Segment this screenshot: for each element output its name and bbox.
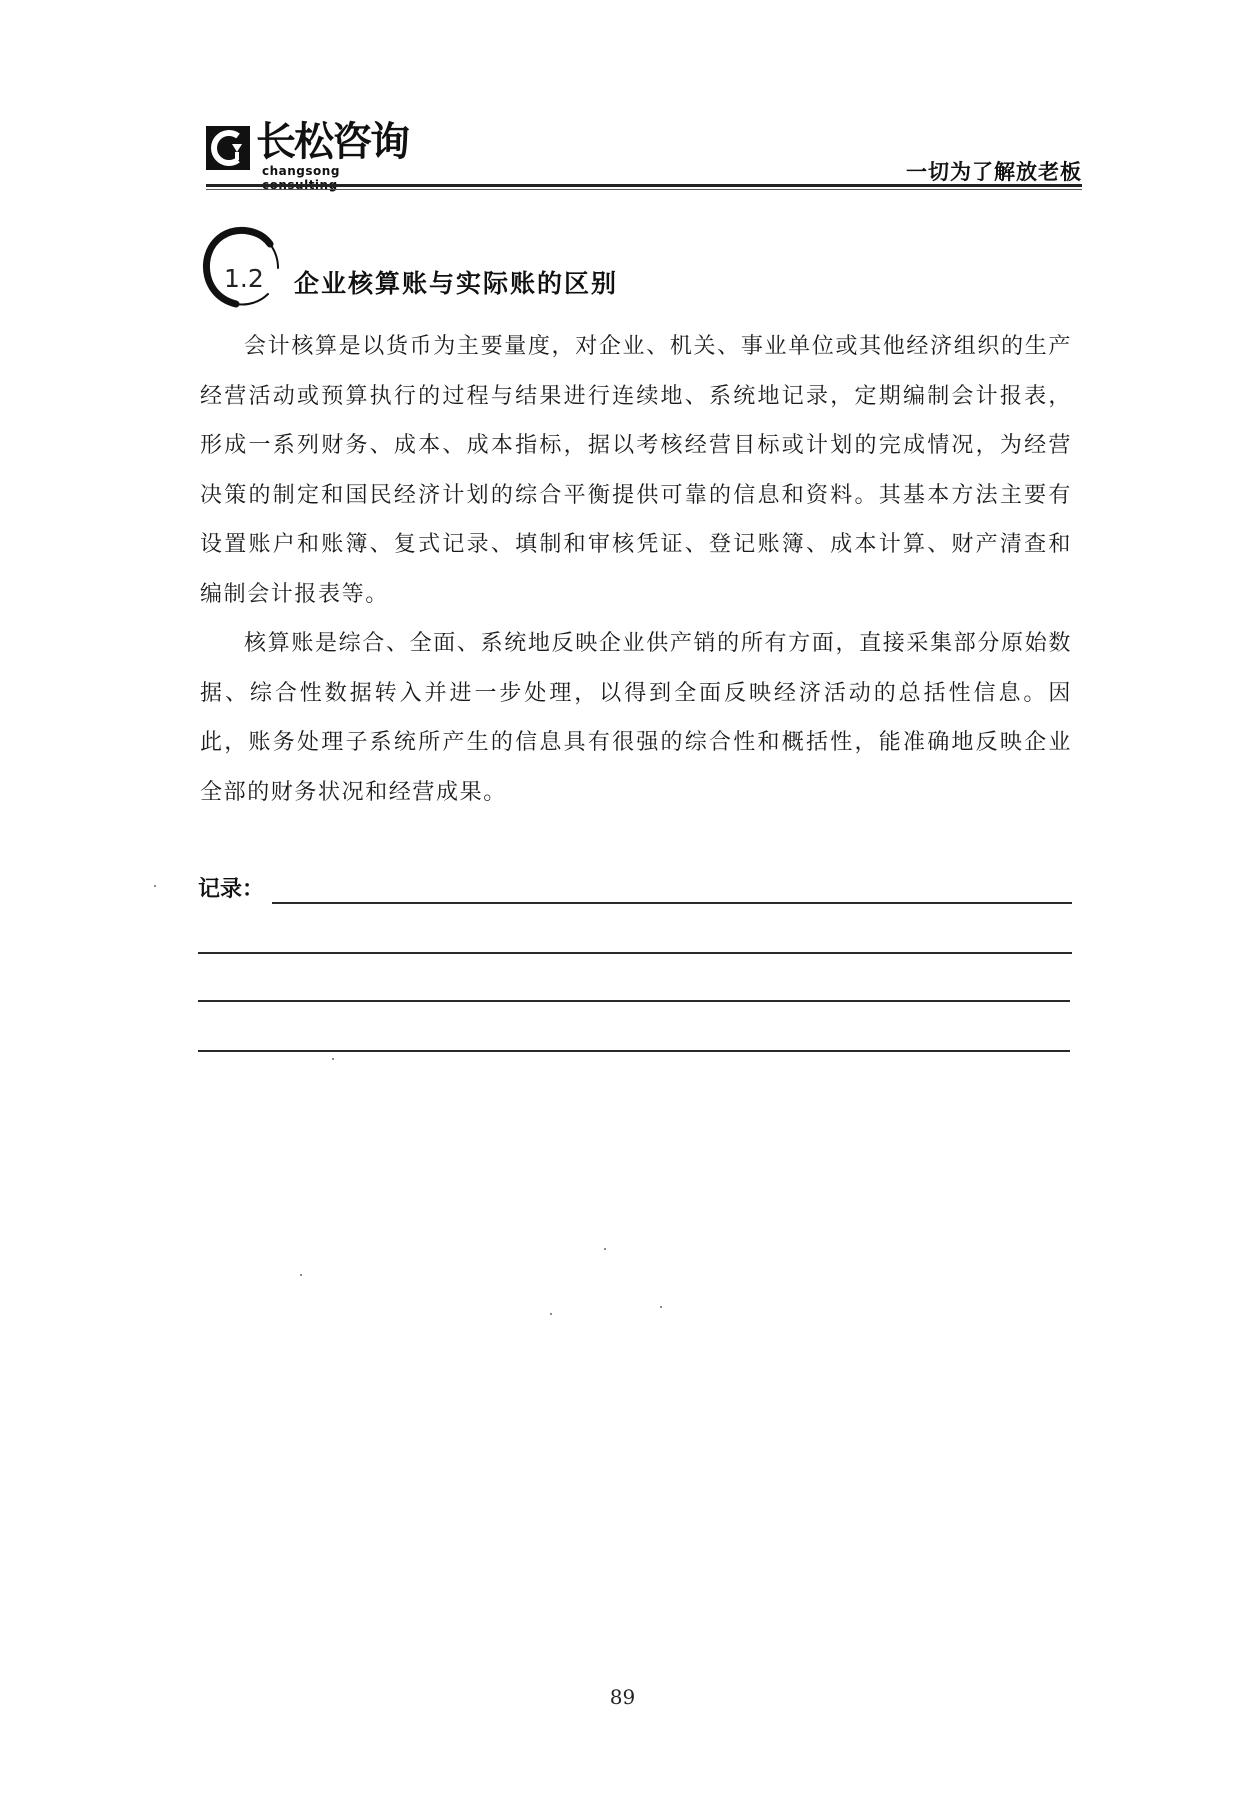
- logo-mark-icon: [206, 126, 250, 170]
- scan-speck: [550, 1313, 552, 1315]
- note-line: [272, 902, 1072, 904]
- note-line: [198, 1050, 1070, 1052]
- header-divider-thin: [206, 189, 1082, 190]
- paragraph-accounting-definition: 会计核算是以货币为主要量度，对企业、机关、事业单位或其他经济组织的生产经营活动或预算执行的过程与结果进行连续地、系统地记录，定期编制会计报表，形成一系列财务、成本、成本指标，据以考核经营目标或计划的完成情况，为经营决策的制定和国民经济计划的综合平衡提供可靠的信息和资料。其基本方法主要有设置账户和账簿、复式记录、填制和审核凭证、登记账簿、成本计算、财产清查和编制会计报表等。: [200, 334, 1072, 607]
- notes-label: 记录：: [198, 877, 265, 902]
- page-header: [206, 112, 1082, 190]
- scan-speck: [300, 1274, 302, 1276]
- scan-speck: [332, 1058, 334, 1060]
- header-divider: [206, 184, 1082, 187]
- scan-speck: [154, 885, 156, 887]
- logo-english-text: changsong: [262, 164, 340, 178]
- section-number: 1.2: [224, 264, 264, 293]
- page-number: 89: [609, 1685, 636, 1709]
- company-logo: [206, 120, 416, 180]
- paragraph-accounting-ledger: 核算账是综合、全面、系统地反映企业供产销的所有方面，直接采集部分原始数据、综合性数据转入并进一步处理，以得到全面反映经济活动的总括性信息。因此，账务处理子系统所产生的信息具有很强的综合性和概括性，能准确地反映企业全部的财务状况和经营成果。: [200, 631, 1072, 805]
- section-title: 企业核算账与实际账的区别: [294, 269, 619, 298]
- section-heading: [198, 222, 798, 312]
- logo-chinese-text: 长松咨询: [256, 119, 408, 165]
- scan-speck: [660, 1306, 662, 1308]
- scan-speck: [604, 1248, 606, 1250]
- note-line: [198, 952, 1072, 954]
- body-text: [200, 322, 1072, 817]
- header-slogan: 一切为了解放老板: [906, 160, 1082, 184]
- note-line: [198, 1000, 1070, 1002]
